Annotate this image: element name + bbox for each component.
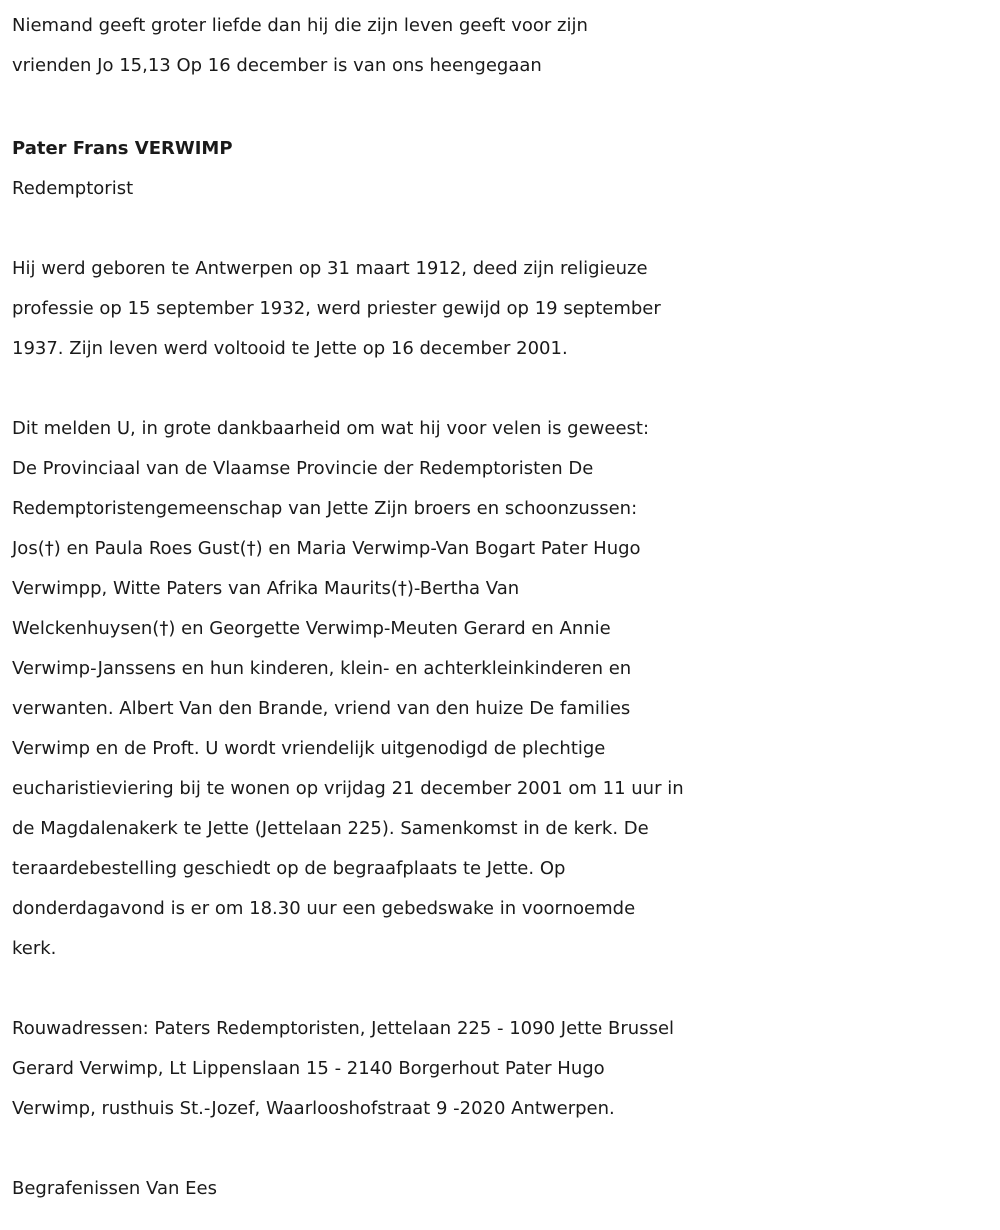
- announcement-line: eucharistieviering bij te wonen op vrijdag 21 december 2001 om 11 uur in: [12, 778, 684, 799]
- deceased-title: Redemptorist: [12, 178, 134, 199]
- announcement-line: Verwimpp, Witte Paters van Afrika Maurits(†)-Bertha Van: [12, 578, 520, 599]
- spacer: [12, 209, 992, 249]
- address-line: Rouwadressen: Paters Redemptoristen, Jettelaan 225 - 1090 Jette Brussel: [12, 1018, 675, 1039]
- announcement-line: Verwimp en de Proft. U wordt vriendelijk uitgenodigd de plechtige: [12, 738, 606, 759]
- announcement-line: teraardebestelling geschiedt op de begraafplaats te Jette. Op: [12, 858, 566, 879]
- spacer: [12, 86, 992, 126]
- announcement-line: verwanten. Albert Van den Brande, vriend van den huize De families: [12, 698, 631, 719]
- funeral-home: Begrafenissen Van Ees: [12, 1178, 217, 1199]
- announcement-line: Jos(†) en Paula Roes Gust(†) en Maria Verwimp-Van Bogart Pater Hugo: [12, 538, 641, 559]
- announcement-line: de Magdalenakerk te Jette (Jettelaan 225). Samenkomst in de kerk. De: [12, 818, 649, 839]
- quote-paragraph: [12, 6, 992, 86]
- obituary-document: [12, 6, 992, 1209]
- announcement-line: kerk.: [12, 938, 57, 959]
- biography-line: Hij werd geboren te Antwerpen op 31 maart 1912, deed zijn religieuze: [12, 258, 648, 279]
- quote-line-1: Niemand geeft groter liefde dan hij die zijn leven geeft voor zijn: [12, 15, 588, 36]
- spacer: [12, 969, 992, 1009]
- biography-paragraph: [12, 249, 992, 369]
- announcement-line: donderdagavond is er om 18.30 uur een gebedswake in voornoemde: [12, 898, 636, 919]
- announcement-line: Redemptoristengemeenschap van Jette Zijn broers en schoonzussen:: [12, 498, 638, 519]
- condolence-addresses-paragraph: [12, 1009, 992, 1129]
- biography-line: professie op 15 september 1932, werd priester gewijd op 19 september: [12, 298, 661, 319]
- announcement-paragraph: [12, 409, 992, 969]
- announcement-line: Verwimp-Janssens en hun kinderen, klein- en achterkleinkinderen en: [12, 658, 632, 679]
- announcement-line: Welckenhuysen(†) en Georgette Verwimp-Meuten Gerard en Annie: [12, 618, 611, 639]
- quote-line-2: vrienden Jo 15,13 Op 16 december is van ons heengegaan: [12, 55, 542, 76]
- address-line: Gerard Verwimp, Lt Lippenslaan 15 - 2140 Borgerhout Pater Hugo: [12, 1058, 605, 1079]
- biography-line: 1937. Zijn leven werd voltooid te Jette op 16 december 2001.: [12, 338, 568, 359]
- address-line: Verwimp, rusthuis St.-Jozef, Waarlooshofstraat 9 -2020 Antwerpen.: [12, 1098, 615, 1119]
- announcement-line: De Provinciaal van de Vlaamse Provincie der Redemptoristen De: [12, 458, 594, 479]
- deceased-name: Pater Frans VERWIMP: [12, 138, 233, 159]
- spacer: [12, 1129, 992, 1169]
- announcement-line: Dit melden U, in grote dankbaarheid om wat hij voor velen is geweest:: [12, 418, 650, 439]
- spacer: [12, 369, 992, 409]
